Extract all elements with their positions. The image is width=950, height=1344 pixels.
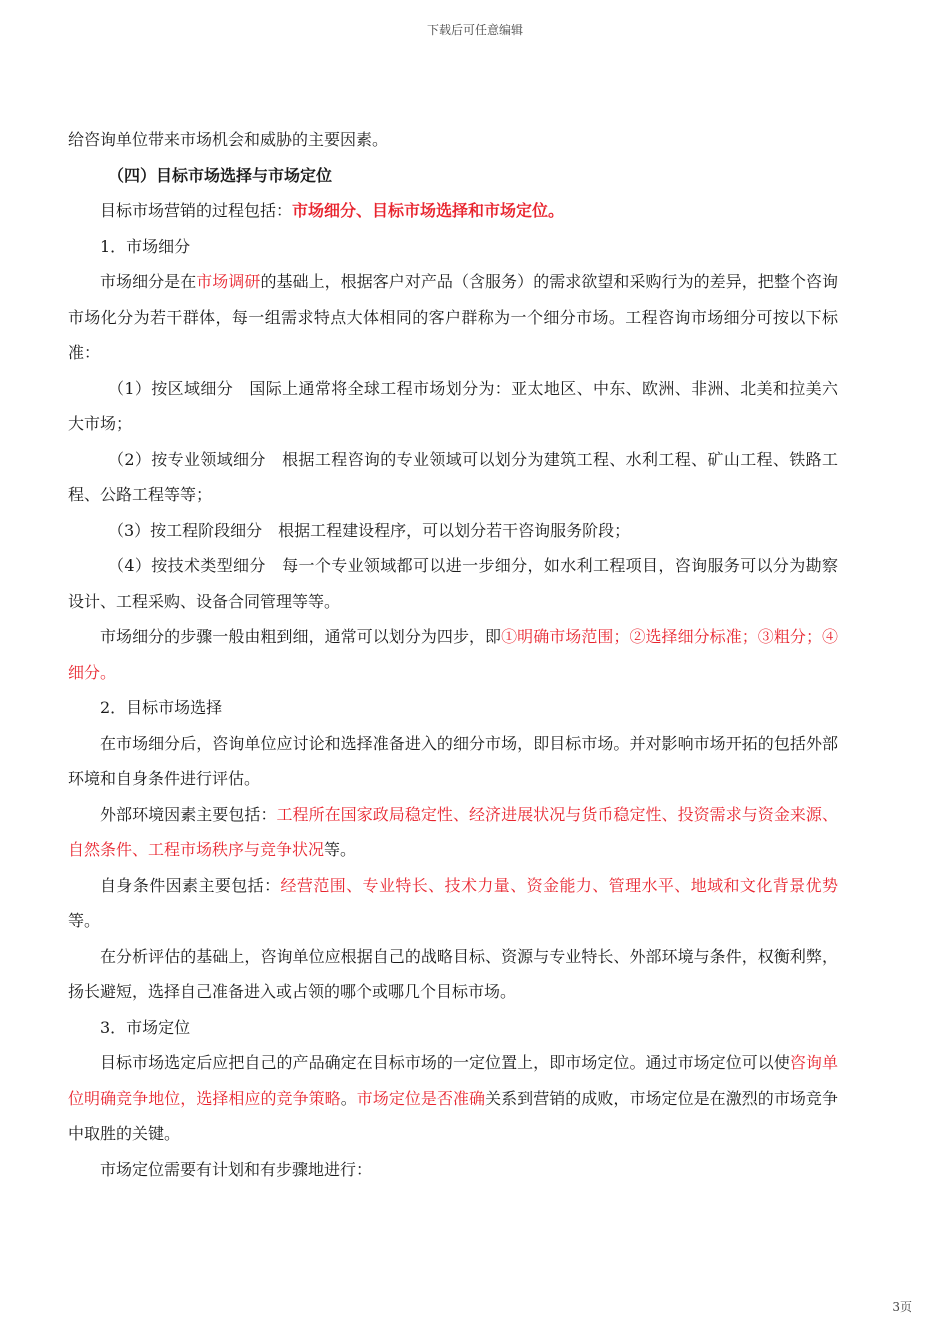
text-run: 目标市场选定后应把自己的产品确定在目标市场的一定位置上，即市场定位。通过市场定位可以使 [100, 1053, 790, 1072]
highlight-text: ①明确市场范围；②选择细分标准；③粗分；④细分。 [68, 627, 838, 682]
list-item-1: （1）按区域细分 国际上通常将全球工程市场划分为：亚太地区、中东、欧洲、非洲、北美和拉美六大市场； [68, 378, 838, 433]
text-run: 。 [340, 1088, 357, 1108]
paragraph-external-factors [68, 797, 838, 868]
subsection-heading-2: 2．目标市场选择 [100, 698, 223, 717]
paragraph-positioning [68, 1045, 838, 1152]
page-number: 3页 [892, 1300, 912, 1314]
paragraph-positioning-steps: 市场定位需要有计划和有步骤地进行： [100, 1159, 373, 1179]
paragraph-segmentation-steps [68, 619, 838, 690]
section-heading-4: （四）目标市场选择与市场定位 [108, 165, 333, 185]
text-run: 等。 [324, 840, 357, 859]
page-header: 下载后可任意编辑 [426, 23, 523, 37]
text-run: 市场细分是在 [100, 272, 197, 291]
list-item-2: （2）按专业领域细分 根据工程咨询的专业领域可以划分为建筑工程、水利工程、矿山工程、铁路工程、公路工程等等； [68, 449, 838, 504]
list-item-4: （4）按技术类型细分 每一个专业领域都可以进一步细分，如水利工程项目，咨询服务可以分为勘察设计、工程采购、设备合同管理等等。 [68, 556, 838, 611]
paragraph-segmentation [68, 264, 838, 371]
text-run: 关系到营销的成败，市场定位是在激烈的市场竞争中取胜的关键。 [68, 1088, 838, 1143]
text-run: 自身条件因素主要包括： [100, 875, 281, 895]
highlight-text: 咨询单位明确竞争地位，选择相应的竞争策略 [68, 1053, 838, 1108]
highlight-text: 市场细分、目标市场选择和市场定位。 [292, 201, 565, 220]
subsection-heading-1: 1．市场细分 [100, 236, 191, 256]
list-item-3: （3）按工程阶段细分 根据工程建设程序，可以划分若干咨询服务阶段； [108, 520, 631, 540]
text-run: 外部环境因素主要包括： [100, 804, 277, 824]
text-run: 目标市场营销的过程包括： [100, 201, 293, 220]
paragraph-intro: 给咨询单位带来市场机会和威胁的主要因素。 [68, 130, 389, 149]
highlight-text: 市场调研 [196, 272, 261, 291]
text-run: 等。 [68, 911, 101, 930]
text-run: 市场细分的步骤一般由粗到细，通常可以划分为四步，即 [100, 627, 502, 646]
document-body [68, 122, 838, 1187]
subsection-heading-3: 3．市场定位 [100, 1017, 191, 1037]
highlight-text: 工程所在国家政局稳定性、经济进展状况与货币稳定性、投资需求与资金来源、自然条件、工程市场秩序与竞争状况 [68, 804, 838, 859]
paragraph-evaluation: 在分析评估的基础上，咨询单位应根据自己的战略目标、资源与专业特长、外部环境与条件，权衡利弊，扬长避短，选择自己准备进入或占领的哪个或哪几个目标市场。 [68, 946, 838, 1001]
highlight-text: 市场定位是否准确 [356, 1088, 486, 1108]
paragraph-target-selection: 在市场细分后，咨询单位应讨论和选择准备进入的细分市场，即目标市场。并对影响市场开拓的包括外部环境和自身条件进行评估。 [68, 733, 838, 788]
text-run: 的基础上，根据客户对产品（含服务）的需求欲望和采购行为的差异，把整个咨询市场化分为若干群体，每一组需求特点大体相同的客户群称为一个细分市场。工程咨询市场细分可按以下标准： [68, 272, 838, 362]
highlight-text: 经营范围、专业特长、技术力量、资金能力、管理水平、地域和文化背景优势 [280, 875, 838, 895]
paragraph-internal-factors [68, 868, 838, 939]
paragraph-targeting-process [68, 193, 838, 229]
